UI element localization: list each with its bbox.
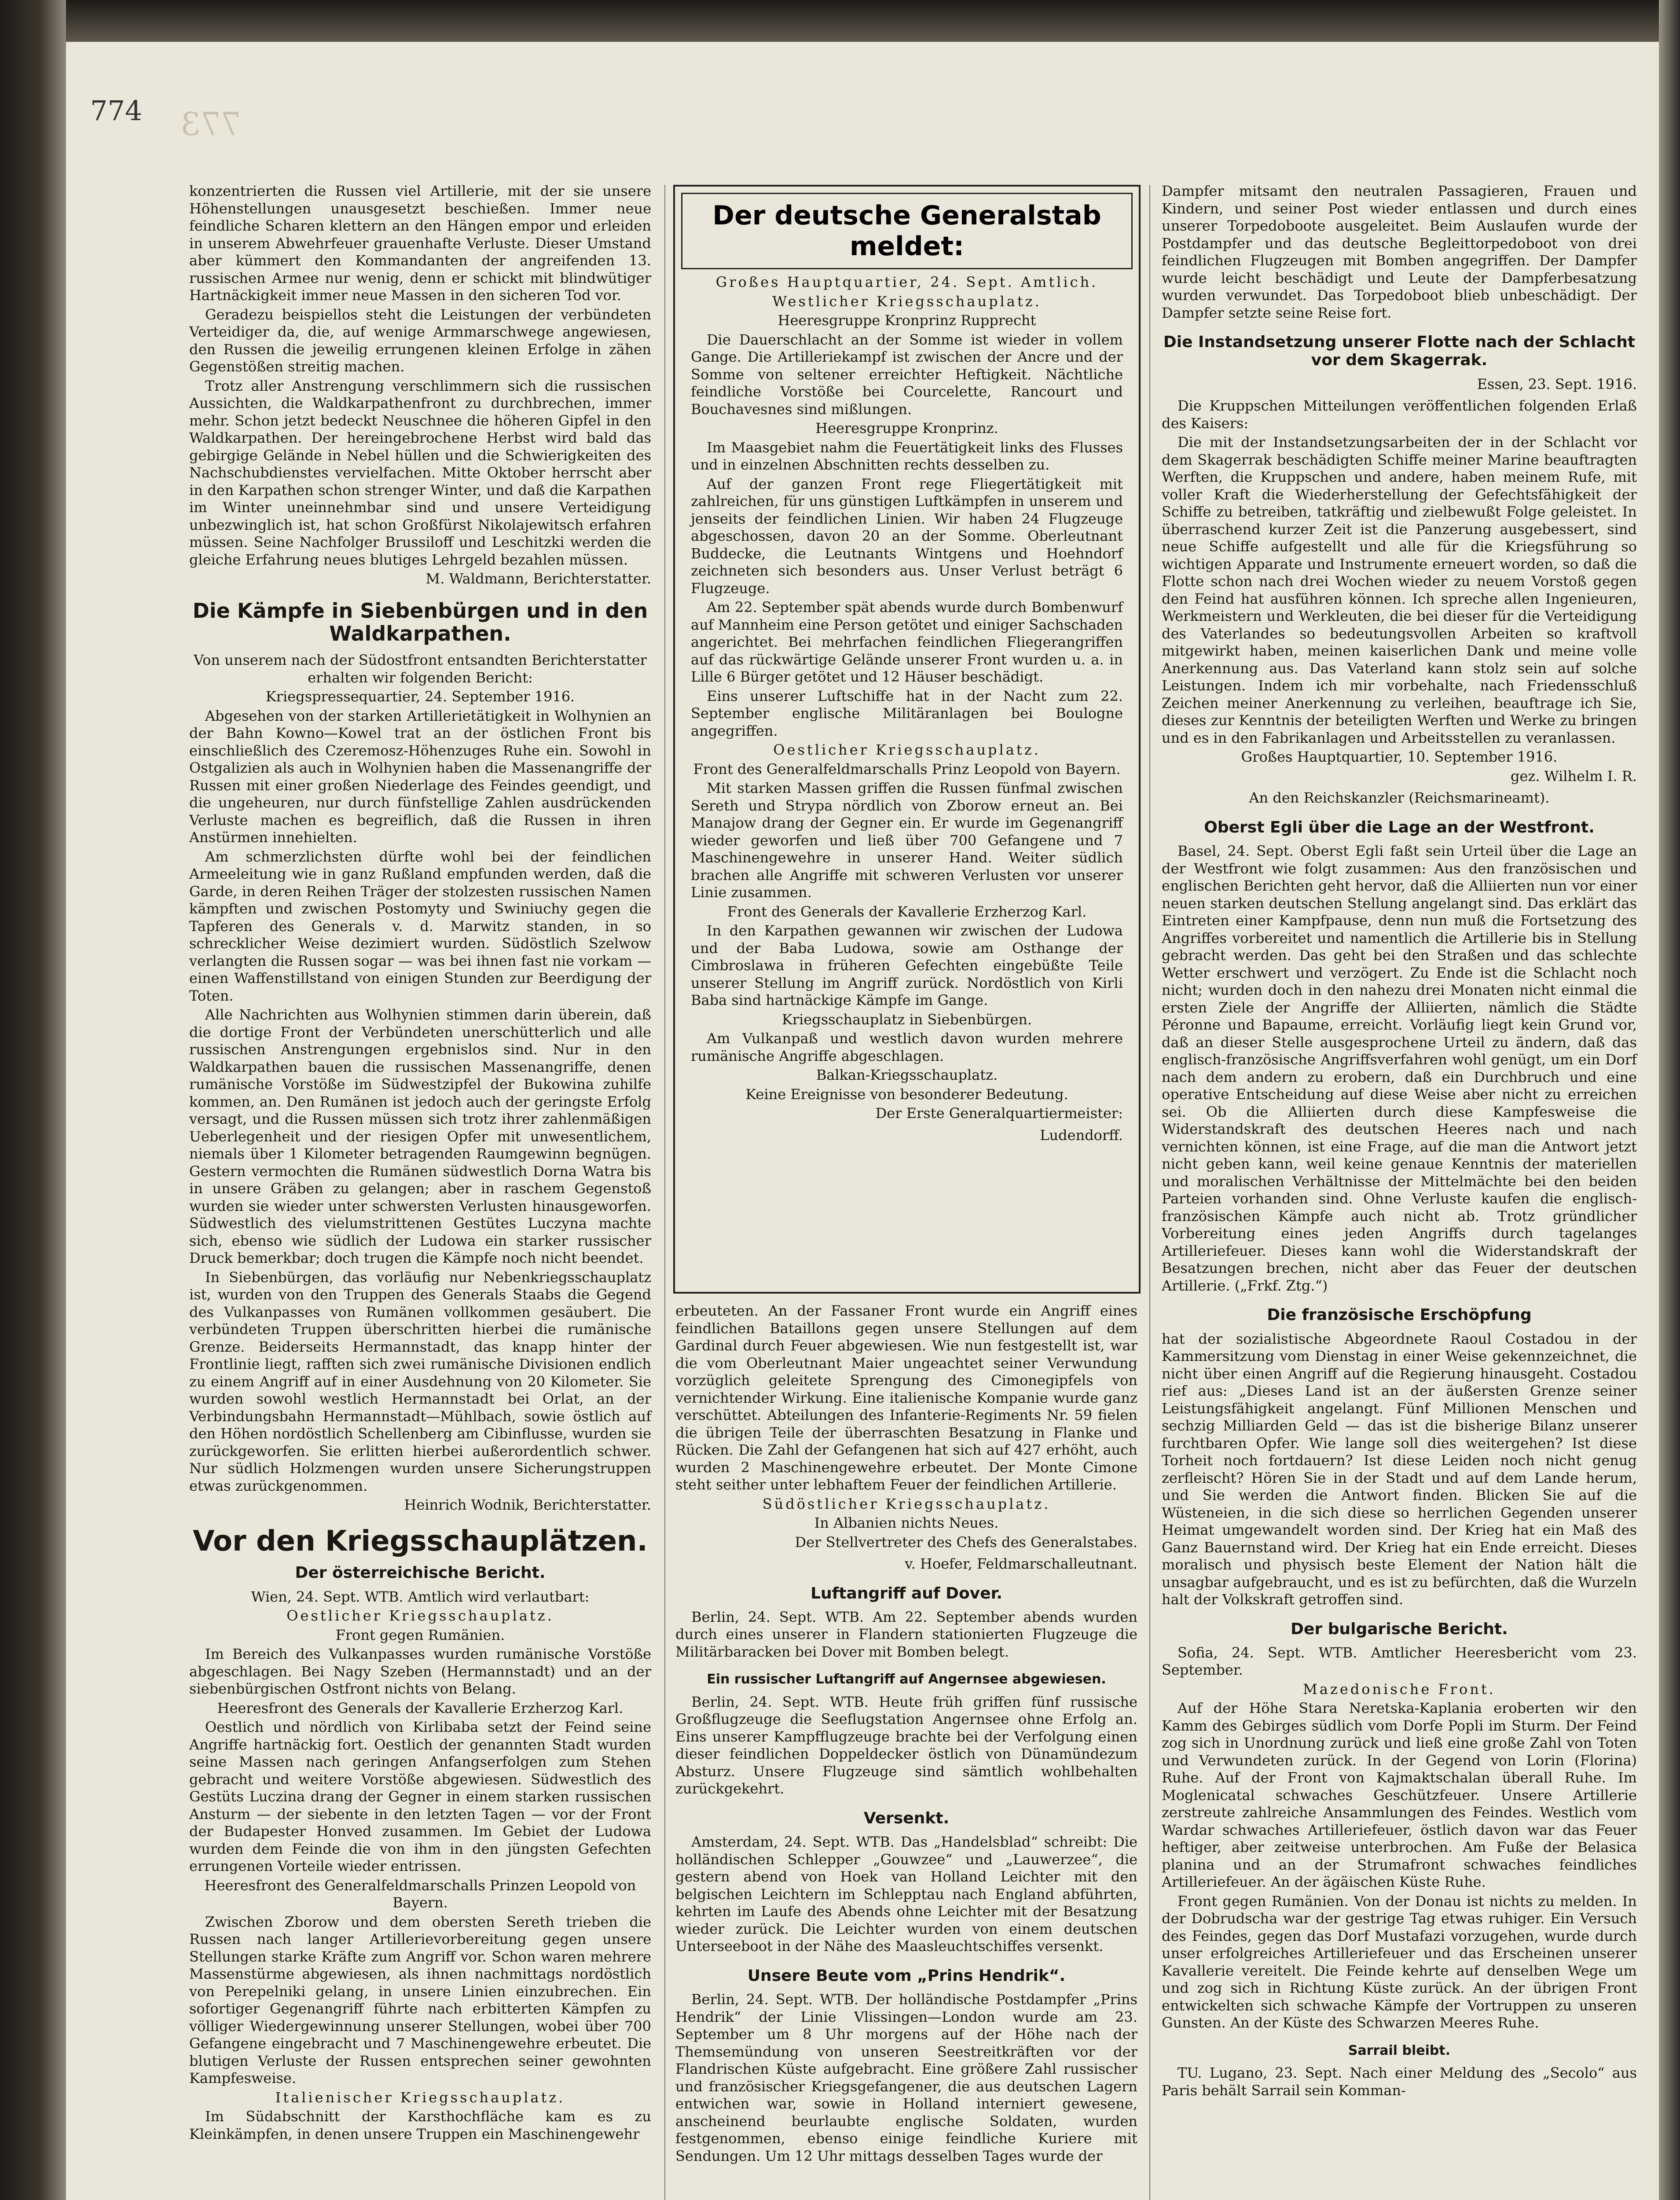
headline: Die französische Erschöpfung (1267, 1306, 1532, 1324)
byline: M. Waldmann, Berichterstatter. (426, 570, 651, 587)
article-paragraph: Am schmerzlichsten dürfte wohl bei der feindlichen Armeeleitung wie in ganz Rußland empfunden werden, daß die Garde, in deren Reihen Träger der stolzesten russischen Namen kämpften und zwischen Postomyty und Swiniuchy gegen die Tapferen des Generals v. d. Marwitz standen, in so schrecklicher Weise dezimiert wurden. Südöstlich Szelwow verlangten die Russen sogar — was bei ihnen fast nie vorkam — einen Waffenstillstand von einigen Stunden zur Beerdigung der Toten. (189, 848, 651, 1004)
column-divider (1149, 185, 1150, 2200)
dateline: Kriegspressequartier, 24. September 1916. (265, 688, 575, 705)
article-paragraph: Am Vulkanpaß und westlich davon wurden mehrere rumänische Angriffe abgeschlagen. (691, 1030, 1123, 1064)
headline: Der bulgarische Bericht. (1291, 1620, 1508, 1638)
subheading: Oestlicher Kriegsschauplatz. (773, 741, 1041, 758)
section-headline: Vor den Kriegsschauplätzen. (193, 1525, 648, 1558)
subheading: Front des Generals der Kavallerie Erzherzog Karl. (727, 903, 1087, 920)
article-paragraph: Alle Nachrichten aus Wolhynien stimmen darin überein, daß die dortige Front der Verbündeten unerschütterlich und alle russischen Anstrengungen ergebnislos sind. Nur in den Waldkarpathen bauen die russischen Massenangriffe, denen rumänische Vorstöße im Südwestzipfel der Bukowina zuhilfe kommen, an. Den Rumänen ist jedoch auch der geringste Erfolg versagt, und die Russen müssen sich trotz ihrer zahlenmäßigen Ueberlegenheit und der riesigen Opfer mit unwesentlichem, niemals über 1 Kilometer betragenden Raumgewinn begnügen. Gestern vermochten die Rumänen südwestlich Dorna Watra bis in unsere Gräben zu gelangen; aber in raschem Gegenstoß wurden sie wieder unter schwersten Verlusten hinausgeworfen. Südwestlich des vielumstrittenen Gestütes Luczyna machte sich, ebenso wie südlich der Ludowa ein starker russischer Druck bemerkbar; doch trugen die Kämpfe noch nicht beendet. (189, 1006, 651, 1267)
bleed-through-page-number: 773 (180, 106, 241, 143)
column-1 (189, 183, 651, 2145)
article-paragraph: hat der sozialistische Abgeordnete Raoul Costadou in der Kammersitzung vom Dienstag in einer Weise gekennzeichnet, die nicht über einen Angriff auf die Regierung hinausgeht. Costadou rief aus: „Dieses Land ist an der äußersten Grenze seiner Leistungsfähigkeit angelangt. Fünf Millionen Menschen und sechzig Milliarden Geld — das ist die bisherige Bilanz unserer furchtbaren Opfer. Wie lange soll dies weitergehen? Ist diese Torheit noch fortdauern? Ist diese Leiden noch nicht genug zerfleischt? Hören Sie in der Stadt und auf dem Lande herum, und Sie werden die Antwort finden. Blicken Sie auf die Wüsteneien, in die sich diese so herrlichen Gegenden unserer Heimat umgewandelt worden sind. Der Krieg hat ein Maß des Ganz Bauernstand wird. Der Krieg hat ein Ende erreicht. Dieses moralisch und physisch beste Element der Nation hält die unsagbar aufgebraucht, und es ist zu befürchten, daß die Wurzeln halt der Volkskraft getroffen sind. (1162, 1330, 1637, 1608)
headline: Unsere Beute vom „Prins Hendrik“. (747, 1966, 1066, 1985)
general-staff-report-box (673, 185, 1141, 1294)
article-paragraph: Auf der Höhe Stara Neretska-Kaplania eroberten wir den Kamm des Gebirges südlich vom Dorfe Popli im Sturm. Der Feind zog sich in Unordnung zurück und ließ eine große Zahl von Toten und Verwundeten zurück. In der Gegend von Lorin (Florina) Ruhe. Auf der Front von Kajmaktschalan überall Ruhe. Im Moglenicatal schwaches Geschützfeuer. Unsere Artillerie zerstreute zahlreiche Ansammlungen des Feindes. Westlich vom Wardar schwaches Artilleriefeuer, östlich davon war das Feuer heftiger, aber zeitweise unterbrochen. Am Fuße der Belasica planina und an der Strumafront schwaches feindliches Artilleriefeuer. An der ägäischen Küste Ruhe. (1162, 1700, 1637, 1891)
subheading: Front gegen Rumänien. (335, 1626, 505, 1643)
article-paragraph: Auf der ganzen Front rege Fliegertätigkeit mit zahlreichen, für uns günstigen Luftkämpfen in unserem und jenseits der feindlichen Linien. Wir haben 24 Flugzeuge abgeschossen, davon 20 an der Somme. Oberleutnant Buddecke, die Leutnants Wintgens und Hoehndorf zeichneten sich besonders aus. Unser Verlust beträgt 6 Flugzeuge. (691, 475, 1123, 597)
addressee: An den Reichskanzler (Reichsmarineamt). (1249, 789, 1550, 807)
article-paragraph: Berlin, 24. Sept. WTB. Am 22. September abends wurden durch eines unserer in Flandern stationierten Flugzeuge die Militärbaracken bei Dover mit Bomben belegt. (675, 1608, 1137, 1660)
signature-title: Der Stellvertreter des Chefs des Generalstabes. (795, 1533, 1137, 1551)
article-paragraph: konzentrierten die Russen viel Artillerie, mit der sie unsere Höhenstellungen unausgesetzt beschießen. Immer neue feindliche Scharen klettern an den Hängen empor und erleiden in unserem Abwehrfeuer grauenhafte Verluste. Dieser Umstand aber kümmert den Kommandanten der angreifenden 13. russischen Armee nur wenig, denn er schickt mit blindwütiger Hartnäckigkeit immer neue Massen in den sicheren Tod vor. (189, 183, 651, 304)
article-paragraph: Im Südabschnitt der Karsthochfläche kam es zu Kleinkämpfen, in denen unsere Truppen ein Maschinengewehr (189, 2108, 651, 2142)
article-paragraph: Sofia, 24. Sept. WTB. Amtlicher Heeresbericht vom 23. September. (1162, 1644, 1637, 1679)
dateline: Essen, 23. Sept. 1916. (1477, 375, 1637, 392)
subheading: Heeresfront des Generalfeldmarschalls Prinzen Leopold von Bayern. (204, 1877, 636, 1911)
subheading: In Albanien nichts Neues. (814, 1514, 999, 1531)
signature-title: Der Erste Generalquartiermeister: (875, 1105, 1123, 1122)
signature-name: Ludendorff. (1040, 1126, 1123, 1144)
article-paragraph: Die Dauerschlacht an der Somme ist wieder in vollem Gange. Die Artilleriekampf ist zwischen der Ancre und der Somme von seltener erreichter Heftigkeit. Nächtliche feindliche Vorstöße bei Courcelette, Rancourt und Bouchavesnes sind mißlungen. (691, 331, 1123, 418)
headline: Oberst Egli über die Lage an der Westfront. (1204, 818, 1595, 836)
article-paragraph: In den Karpathen gewannen wir zwischen der Ludowa und der Baba Ludowa, sowie am Osthange der Cimbroslawa in früheren Gefechten eingebüßte Teile unserer Stellung im Angriff zurück. Nordöstlich von Kirli Baba sind hartnäckige Kämpfe im Gange. (691, 922, 1123, 1008)
headline: Die Instandsetzung unserer Flotte nach der Schlacht vor dem Skagerrak. (1163, 333, 1636, 370)
signature-name: v. Hoefer, Feldmarschalleutnant. (905, 1555, 1137, 1572)
article-paragraph: Am 22. September spät abends wurde durch Bombenwurf auf Mannheim eine Person getötet und einiger Sachschaden angerichtet. Bei mehrfachen feindlichen Fliegerangriffen auf das rückwärtige Gelände unserer Front wurden u. a. in Lille 6 Bürger getötet und 12 Häuser beschädigt. (691, 599, 1123, 685)
byline: Heinrich Wodnik, Berichterstatter. (404, 1496, 651, 1514)
article-paragraph: erbeuteten. An der Fassaner Front wurde ein Angriff eines feindlichen Bataillons gegen unsere Stellungen auf dem Gardinal durch Feuer abgewiesen. Wie nun festgestellt ist, war die vom Oberleutnant Maier ungeachtet seiner Verwundung vorzüglich geleitete Sprengung des Cimonegipfels von vernichtender Wirkung. Eine italienische Kompanie wurde ganz verschüttet. Abteilungen des Infanterie-Regiments Nr. 59 fielen die übrigen Teile der überraschten Besatzung in Flanke und Rücken. Die Zahl der Gefangenen hat sich auf 427 erhöht, auch wurden 2 Maschinengewehre erbeutet. Der Monte Cimone steht seither unter lebhaftem Feuer der feindlichen Artillerie. (675, 1302, 1137, 1493)
article-paragraph: Berlin, 24. Sept. WTB. Der holländische Postdampfer „Prins Hendrik“ der Linie Vlissingen—London wurde am 23. September um 8 Uhr morgens auf der Höhe nach der Themsemündung von unseren Seestreitkräften vor der Flandrischen Küste aufgebracht. Eine größere Zahl russischer und französischer Kriegsgefangener, die aus deutschen Lagern entwichen war, sowie in Holland interniert gewesene, anscheinend beurlaubte englische Soldaten, wurden festgenommen, ebenso einige feindliche Kuriere mit Sendungen. Um 12 Uhr mittags desselben Tages wurde der (675, 1991, 1137, 2164)
headline: Luftangriff auf Dover. (811, 1584, 1002, 1602)
box-body (691, 274, 1123, 1144)
subheading: Keine Ereignisse von besonderer Bedeutung. (745, 1085, 1068, 1103)
scan-top-border (66, 0, 1659, 42)
article-paragraph: Im Bereich des Vulkanpasses wurden rumänische Vorstöße abgeschlagen. Bei Nagy Szeben (Hermannstadt) und an der siebenbürgischen Ostfront nichts von Belang. (189, 1646, 651, 1698)
article-paragraph: Oestlich und nördlich von Kirlibaba setzt der Feind seine Angriffe hartnäckig fort. Oestlich der genannten Stadt wurden seine Massen nach geringen Anfangserfolgen zum Stehen gebracht und weitere Vorstöße abgewiesen. Südwestlich des Gestüts Luczina drang der Gegner in einem starken russischen Ansturm — der siebente in den letzten Tagen — vor der Front der Budapester Honved zusammen. Im Gebiet der Ludowa wurden dem Feinde die von ihm in den jüngsten Gefechten errungenen Vorteile wieder entrissen. (189, 1719, 651, 1875)
article-paragraph: Berlin, 24. Sept. WTB. Heute früh griffen fünf russische Großflugzeuge die Seeflugstation Angernsee ohne Erfolg an. Eins unserer Kampfflugzeuge brachte bei der Verfolgung einen dieser feindlichen Doppeldecker östlich von Dünamündezum Absturz. Unsere Flugzeuge sind sämtlich wohlbehalten zurückgekehrt. (675, 1693, 1137, 1797)
headline: Die Kämpfe in Siebenbürgen und in den Waldkarpathen. (192, 598, 648, 646)
column-3 (1162, 183, 1637, 2101)
article-paragraph: Front gegen Rumänien. Von der Donau ist nichts zu melden. In der Dobrudscha war der gestrige Tag etwas ruhiger. Ein Versuch des Feindes, gegen das Dorf Mustafazi vorzugehen, wurde durch unser erfolgreiches Artilleriefeuer und das Erscheinen unserer Kavallerie vereitelt. Die Feinde kehrte auf denselben Wege um und zog sich in Richtung Küste zurück. An der übrigen Front entwickelten sich schwache Kämpfe der Vortruppen zu unseren Gunsten. An der Küste des Schwarzen Meeres Ruhe. (1162, 1892, 1637, 2031)
dateline: Großes Hauptquartier, 24. Sept. Amtlich. (715, 274, 1098, 290)
article-paragraph: Trotz aller Anstrengung verschlimmern sich die russischen Aussichten, die Waldkarpathenfront zu durchbrechen, immer mehr. Schon jetzt bedeckt Neuschnee die höheren Gipfel in den Waldkarpathen. Der hereingebrochene Herbst wird bald das gebirgige Gelände in Nebel hüllen und die Schwierigkeiten des Nachschubdienstes vervielfachen. Mitte Oktober herrscht aber in den Karpathen schon strenger Winter, und daß die Karpathen im Winter uneinnehmbar sind und unsere Verteidigung unbezwinglich ist, hat schon Großfürst Nikolajewitsch erfahren müssen. Seine Nachfolger Brussiloff und Leschitzki werden die gleiche Erfahrung neues blutiges Lehrgeld bezahlen müssen. (189, 377, 651, 568)
article-paragraph: Dampfer mitsamt den neutralen Passagieren, Frauen und Kindern, und seiner Post wieder entlassen und durch eines unserer Torpedoboote ausgeleitet. Beim Auslaufen wurde der Postdampfer und das deutsche Begleittorpedoboot von drei feindlichen Flugzeugen mit Bomben angegriffen. Der Dampfer wurde leicht beschädigt und Leute der Dampferbesatzung wurden verwundet. Das Torpedoboot blieb unbeschädigt. Der Dampfer setzte seine Reise fort. (1162, 183, 1637, 321)
article-paragraph: Geradezu beispiellos steht die Leistungen der verbündeten Verteidiger da, die, auf wenige Armmarschwege angewiesen, den Russen die jeweilig errungenen kleinen Erfolge in zähen Gegenstößen streitig machen. (189, 306, 651, 375)
article-paragraph: Zwischen Zborow und dem obersten Sereth trieben die Russen nach langer Artillerievorbereitung gegen unsere Stellungen starke Kräfte zum Angriff vor. Schon waren mehrere Massenstürme abgewiesen, als ihnen nachmittags nordöstlich von Perepelniki gelang, in unsere Linien einzubrechen. Ein sofortiger Gegenangriff führte nach erbitterten Kämpfen zu völliger Wiedergewinnung unserer Stellungen, wobei über 700 Gefangene eingebracht und 7 Maschinengewehre erbeutet. Die blutigen Verluste der Russen entsprechen seiner gewohnten Kampfesweise. (189, 1913, 651, 2087)
article-paragraph: Im Maasgebiet nahm die Feuertätigkeit links des Flusses und in einzelnen Abschnitten rechts desselben zu. (691, 439, 1123, 473)
dateline: Großes Hauptquartier, 10. September 1916. (1241, 748, 1558, 766)
article-paragraph: Amsterdam, 24. Sept. WTB. Das „Handelsblad“ schreibt: Die holländischen Schlepper „Gouwzee“ und „Lauwerzee“, die gestern abend von Hoek van Holland Leichter mit den belgischen Leichtern im Schlepptau nach England abführten, kehrten im Laufe des Abends ohne Leichter mit der Besatzung wieder zurück. Die Leichter wurden von einem deutschen Unterseeboot in der Nähe des Maasleuchtschiffes versenkt. (675, 1833, 1137, 1955)
subheading: Südöstlicher Kriegsschauplatz. (762, 1495, 1051, 1512)
article-paragraph: Eins unserer Luftschiffe hat in der Nacht zum 22. September englische Militäranlagen bei Boulogne angegriffen. (691, 687, 1123, 739)
headline: Ein russischer Luftangriff auf Angernsee abgewiesen. (707, 1672, 1106, 1687)
subheading: Heeresgruppe Kronprinz. (815, 420, 998, 436)
subheading: Von unserem nach der Südostfront entsandten Berichterstatter erhalten wir folgenden Bericht: (194, 652, 647, 686)
article-paragraph: Mit starken Massen griffen die Russen fünfmal zwischen Sereth und Strypa nördlich von Zborow erneut an. Bei Manajow drang der Gegner ein. Er wurde im Gegenangriff wieder geworfen und ließ über 700 Gefangene und 7 Maschinengewehre in unserer Hand. Weiter südlich brachen alle Angriffe mit schweren Verlusten vor unserer Linie zusammen. (691, 780, 1123, 901)
subheading: Balkan-Kriegsschauplatz. (816, 1067, 998, 1083)
subheading: Mazedonische Front. (1303, 1680, 1496, 1698)
headline: Der österreichische Bericht. (295, 1564, 546, 1582)
article-paragraph: TU. Lugano, 23. Sept. Nach einer Meldung des „Secolo“ aus Paris behält Sarrail sein Komman- (1162, 2064, 1637, 2099)
subheading: Heeresfront des Generals der Kavallerie Erzherzog Karl. (217, 1699, 624, 1716)
subheading: Westlicher Kriegsschauplatz. (772, 293, 1042, 310)
subheading: Italienischer Kriegsschauplatz. (275, 2089, 565, 2106)
article-paragraph: Abgesehen von der starken Artillerietätigkeit in Wolhynien an der Bahn Kowno—Kowel trat an der östlichen Front bis einschließlich des Czeremosz-Höhenzuges Ruhe ein. Sowohl in Ostgalizien als auch in Wolhynien haben die Massenangriffe der Russen mit einer großen Niederlage des Feindes geendigt, und die ungeheuren, nur durch fünfstellige Zahlen ausdrückenden Verluste machen es begreiflich, daß die Russen in ihren Anstürmen innehielten. (189, 707, 651, 846)
article-paragraph: Basel, 24. Sept. Oberst Egli faßt sein Urteil über die Lage an der Westfront wie folgt zusammen: Aus den französischen und englischen Berichten geht hervor, daß die Alliierten nun vor einer neuen starken deutschen Stellung angelangt sind. Das erklärt das Eintreten einer Kampfpause, denn nun muß die Fortsetzung des Angriffes vorbereitet und namentlich die Artillerie bis in Stellung gebracht werden. Das geht bei den Straßen und das schlechte Wetter erschwert und verzögert. Zu Ende ist die Schlacht noch nicht; wurden doch in den nahezu drei Monaten nicht einmal die ersten Ziele der Angriffe der Alliierten, nämlich die Städte Péronne und Bapaume, erreicht. Vorläufig liegt kein Grund vor, daß an dieser Stelle ausgesprochene Urteil zu ändern, daß das englisch-französische Angriffsverfahren wohl genügt, um ein Dorf nach dem andern zu erobern, daß ein Durchbruch und eine operative Entscheidung auf diese Weise aber nicht zu erreichen sei. Ob die Alliierten durch diese Kampfesweise die Widerstandskraft des deutschen Heeres nach und nach vernichten können, ist eine Frage, auf die man die Antwort jetzt nicht geben kann, weil keine genaue Kenntnis der materiellen und moralischen Verhältnisse der Mittelmächte bei den beiden Parteien vorhanden sind. Ohne Verluste kaufen die englisch-französischen Kämpfe auch nicht ab. Trotz gründlicher Vorbereitung eines jeden Angriffs durch tagelanges Artilleriefeuer. Dieses kann wohl die Widerstandskraft der Besatzungen brechen, nicht aber das Feuer der deutschen Artillerie. („Frkf. Ztg.“) (1162, 843, 1637, 1294)
headline: Sarrail bleibt. (1348, 2042, 1451, 2058)
page-number: 774 (90, 95, 143, 127)
subheading: Front des Generalfeldmarschalls Prinz Leopold von Bayern. (693, 760, 1121, 777)
subheading: Heeresgruppe Kronprinz Rupprecht (778, 312, 1036, 329)
article-paragraph: In Siebenbürgen, das vorläufig nur Nebenkriegsschauplatz ist, wurden von den Truppen des Generals Staabs die Gegend des Vulkanpasses von Rumänen vollkommen gesäubert. Die verbündeten Truppen überschritten hierbei die rumänische Grenze. Beiderseits Hermannstadt, das knapp hinter der Frontlinie liegt, rafften sich zwei rumänische Divisionen endlich zu einem Angriff auf in einer Ausdehnung von 20 Kilometer. Sie wurden sowohl westlich Hermannstadt bei Orlat, an der Verbindungsbahn Hermannstadt—Mühlbach, sowie östlich auf den Höhen nordöstlich Schellenberg am Cibinflusse, wurden sie zurückgeworfen. Sie erlitten hierbei außerordentlich schwer. Nur südlich Holzmengen wurden unsere Sicherungstruppen etwas zurückgenommen. (189, 1269, 651, 1494)
scan-right-border (1659, 0, 1680, 2200)
signature-name: gez. Wilhelm I. R. (1511, 767, 1637, 785)
column-2 (675, 1302, 1137, 2167)
column-divider (664, 185, 665, 2200)
subheading: Oestlicher Kriegsschauplatz. (286, 1607, 554, 1624)
box-title: Der deutsche Generalstab meldet: (681, 193, 1133, 269)
dateline: Wien, 24. Sept. WTB. Amtlich wird verlautbart: (251, 1588, 590, 1605)
article-paragraph: Die Kruppschen Mitteilungen veröffentlichen folgenden Erlaß des Kaisers: (1162, 397, 1637, 432)
headline: Versenkt. (863, 1809, 950, 1827)
subheading: Kriegsschauplatz in Siebenbürgen. (781, 1011, 1032, 1028)
book-gutter (0, 0, 66, 2200)
article-paragraph: Die mit der Instandsetzungsarbeiten der in der Schlacht vor dem Skagerrak beschädigten Schiffe meiner Marine beauftragten Werften, die Kruppschen und andere, haben meinem Rufe, mit voller Kraft die Wiederherstellung der Gefechtsfähigkeit der Schiffe zu betreiben, tatkräftig und zielbewußt Folge geleistet. In überraschend kurzer Zeit ist die Panzerung ausgebessert, sind neue Schiffe aufgestellt und alle für die Kriegsführung so wichtigen Apparate und Instrumente erneuert worden, so daß die Flotte schon nach drei Wochen wieder zu neuem Vorstoß gegen den Feind hat ausführen können. Ich spreche allen Ingenieuren, Werkmeistern und Werkleuten, die bei dieser für die Verteidigung des Vaterlandes so bedeutungsvollen Arbeiten so kraftvoll mitgewirkt haben, meinen kaiserlichen Dank und meine volle Anerkennung aus. Das Vaterland kann stolz sein auf solche Leistungen. Indem ich mir vorbehalte, nach Friedensschluß Zeichen meiner Anerkennung zu verleihen, beauftrage ich Sie, dieses zur Kenntnis der beteiligten Werften und Werke zu bringen und es in den Fabrikanlagen und Arbeitsstellen zu veranlassen. (1162, 434, 1637, 746)
